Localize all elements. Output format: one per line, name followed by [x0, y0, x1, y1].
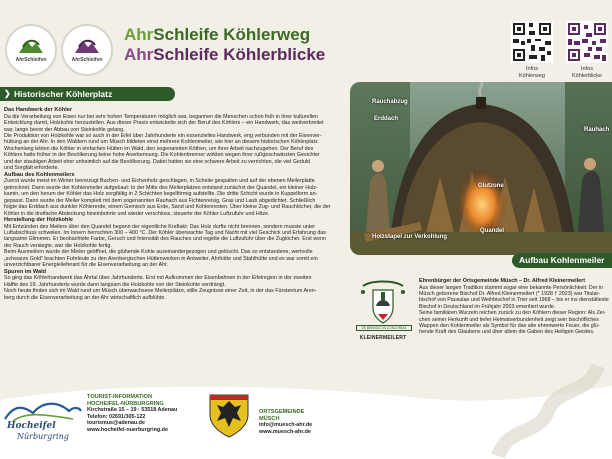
muesch-coat-of-arms-icon — [208, 393, 250, 439]
chevron-right-icon: ❯ — [4, 89, 11, 98]
label-erddach: Erddach — [374, 116, 399, 122]
kohlenmeiler-illustration — [350, 82, 612, 255]
text-block-aufbau: Aufbau des Kohlenmeilers Zuerst wurde meist im Winter bevorzugt Buchen- und Eichenholz geschlagen, in Scheite gespalten und auf der ebenen Meilerplatte getrocknet. Dann wurde der Kohlenmeiler aufgebaut: In der Mitte des Meilerplatzes entstand zunächst der Quandel, ein kleiner Holz- kamin, um den herum der Köhler das Holz sorgfältig in 2 Schichten kegelförmig aufstellte. Die dritte Schicht wurde in Kuppelform an- gepasst. Dann wurde der Meiler komplett mit dem sogenannten Rauhach aus Fichtenreisig, Gras und Laub abgedichtet. Schließlich folgte das Erddach aus dunkler Köhlererde, einem Gemisch aus Erde, Sand und Kohlenresten. Über kleine Zug- und Rauchlöcher, die der Köhler in die dreifache Abdeckung hineinbohrte und wieder verschloss, steuerte der Köhler Luftzufuhr und Hitze. — [4, 171, 331, 217]
label-rauchabzug: Rauchabzug — [372, 99, 408, 105]
smoke-swirl-decoration — [478, 356, 612, 459]
text-block-herstellung: Herstellung der Holzkohle Mit Entzünden des Meilers über den Quandel begann der eigentliche Kraftakt: Das Holz durfte nicht brennen, sondern musste unter Luftabschluss schwelen. Im Innern herrschten 300 – 400 °C. Der Köhler überwachte Tag und Nacht mit viel Geschick und Erfahrung das langsame Glimmen. Er beobachtete Farbe, Geruch und Intensität des Rauches und regelte die Luftzufuhr über die Zuglöcher. Erst wenn der Rauch versiegte, war die Holzkohle fertig. Beim Ausmeilern wurde der Meiler geöffnet, die glühende Kohle auseinandergezogen und gelöscht. Das so entstandene, wertvolle „schwarze Gold“ brachten Fuhrleute zu den Arenbergischen Hüttenwerken in Antweiler, Ahrhütte und Stahlhütte und es war somit ein unverzichtbarer Energielieferant für die Eisenverarbeitung an der Ahr. — [4, 216, 326, 269]
qr-label-koehlerblicke: Infos Köhlerblicke — [572, 66, 602, 79]
label-holzstapel: Holzstapel zur Verkohlung — [372, 234, 448, 240]
label-quandel: Quandel — [480, 228, 505, 234]
ortsgemeinde-contact: ORTSGEMEINDE MÜSCH info@muesch-ahr.de www.muesch-ahr.de — [259, 409, 359, 435]
ti-email-link[interactable]: tourismus@adenau.de — [87, 420, 145, 427]
hocheifel-nuerburgring-logo — [3, 393, 83, 443]
crest-caption: KLEINERMEILERT — [359, 335, 407, 341]
crest-motto: DE BENEDICTIS CONCORDIA — [356, 325, 412, 331]
hill-arrow-icon — [73, 35, 101, 55]
ahrschleifen-logo-green — [5, 24, 57, 76]
left-body-text — [4, 107, 346, 301]
section-bar-historischer-koehlerplatz — [0, 87, 175, 101]
tourist-information-contact: TOURIST-INFORMATION HOCHEIFEL-NÜRBURGRING Kirchstraße 15 – 19 · 53518 Adenau Telefon: 02691/305-122 tourismus@adenau.de www.hocheifel-nuerburgring.de — [87, 394, 217, 434]
landscape-logo-icon — [3, 393, 83, 423]
ehrenbuerger-heading: Ehrenbürger der Ortsgemeinde Müsch – Dr. Alfred Kleinermeilert — [419, 278, 586, 284]
logo-line1: Hocheifel — [7, 421, 56, 431]
text-block-spuren: Spuren im Wald So ging das Köhlerhandwerk das Ahrtal über Jahrhunderte. Erst mit Aufkommen der Eisenbahnen in der Eifelregion in der zweiten Hälfte des 19. Jahrhunderts wurde dann langsam die Holzkohle von der Steinkohle verdrängt. Noch heute finden sich im Wald rund um Müsch überwachsene Meilerplätze, stille Zeugnisse einer Zeit, in der das Fürstentum Aren- berg durch die Eisenverarbeitung an der Ahr wirtschaftlich aufblühte. — [4, 268, 317, 301]
section-bar-aufbau-kohlenmeiler: Aufbau Kohlenmeiler — [512, 253, 612, 268]
hill-arrow-icon — [17, 35, 45, 55]
title-koehlerweg: AhrSchleife Köhlerweg — [124, 25, 311, 44]
title-koehlerblicke: AhrSchleife Köhlerblicke — [124, 45, 326, 64]
text-block-handwerk: Das Handwerk der Köhler Da die Verarbeitung von Eisen nur bei sehr hohen Temperaturen möglich war, begannen die Menschen schon früh in ihrer kulturellen Entwicklung damit, Holzkohle herzustellen. Aus dieser Praxis entwickelte sich der Beruf des Köhlers – ein Handwerk, das weitverbreitet war, lange bevor der Abbau von Steinkohle gelang. Die Produktion von Holzkohle war so auch in der Eifel über Jahrhunderte ein essenzielles Handwerk, eng verbunden mit der Eisenver- hüttung an der Ahr. In den Wäldern rund um Müsch bildeten einst mehrere Kohlenmeiler, wie hier an diesem historischen Köhlerplatz. Wochenlang lebten die Köhler in einfachen Hütten im Wald, den sogenannten Köthen, um ihrer Arbeit nachzugehen. Der Beruf des Köhlers hatte früher in der Bevölkerung keine hohe Anerkennung. Die Kohlenbrenner wirkten wegen ihrer rußgeschwärzten Gesichter und der staubigen Arbeit eher unheimlich auf die Bevölkerung. Dabei hatten sie eine schwere Arbeit zu verrichten, die viel Geduld und Sorgfalt erforderte. — [4, 107, 324, 172]
section-title: Historischer Köhlerplatz — [14, 89, 113, 99]
right-body-text: Ehrenbürger der Ortsgemeinde Müsch – Dr. Alfred Kleinermeilert Aus dieser langen Tradition stammt sogar eine bekannte Persönlichkeit: Der in Müsch geborene Bischof Dr. Alfred Kleinermeilert (* 1928 † 2023) war Titular- bischof von Pausulae und Weihbischof in Trier seit 1968 – bis er ins dienstälteste Bischof in Deutschland im Frühjahr 2003 emeritiert wurde. Seine familiären Wurzeln reichen zurück zu den Köhlern dieser Region: Als Zei- chen seiner Herkunft und tiefer Heimatverbundenheit zeigt sein bischöfliches Wappen den Kohlenmeiler als Symbol für das alte ehrenwerte Feuer, die glü- hende Kraft des Glaubens und über allem die Gaben des Heiligen Geistes. — [419, 278, 612, 336]
logo-line2: Nürburgring — [17, 432, 69, 441]
og-email-link[interactable]: info@muesch-ahr.de — [259, 422, 313, 429]
ti-website-link[interactable]: www.hocheifel-nuerburgring.de — [87, 426, 168, 433]
og-website-link[interactable]: www.muesch-ahr.de — [259, 428, 311, 435]
ahrschleifen-logo-purple — [61, 24, 113, 76]
bishop-crest — [358, 278, 408, 346]
qr-code-koehlerblicke[interactable] — [566, 21, 608, 63]
logo-label: AhrSchleifen — [71, 57, 103, 63]
qr-label-koehlerweg: Infos Köhlerweg — [519, 66, 545, 79]
qr-code-koehlerweg[interactable] — [511, 21, 553, 63]
label-glutzone: Glutzone — [478, 183, 504, 189]
logo-label: AhrSchleifen — [15, 57, 47, 63]
coat-of-arms-icon — [358, 278, 408, 330]
label-rauhach: Rauhach — [584, 127, 610, 133]
